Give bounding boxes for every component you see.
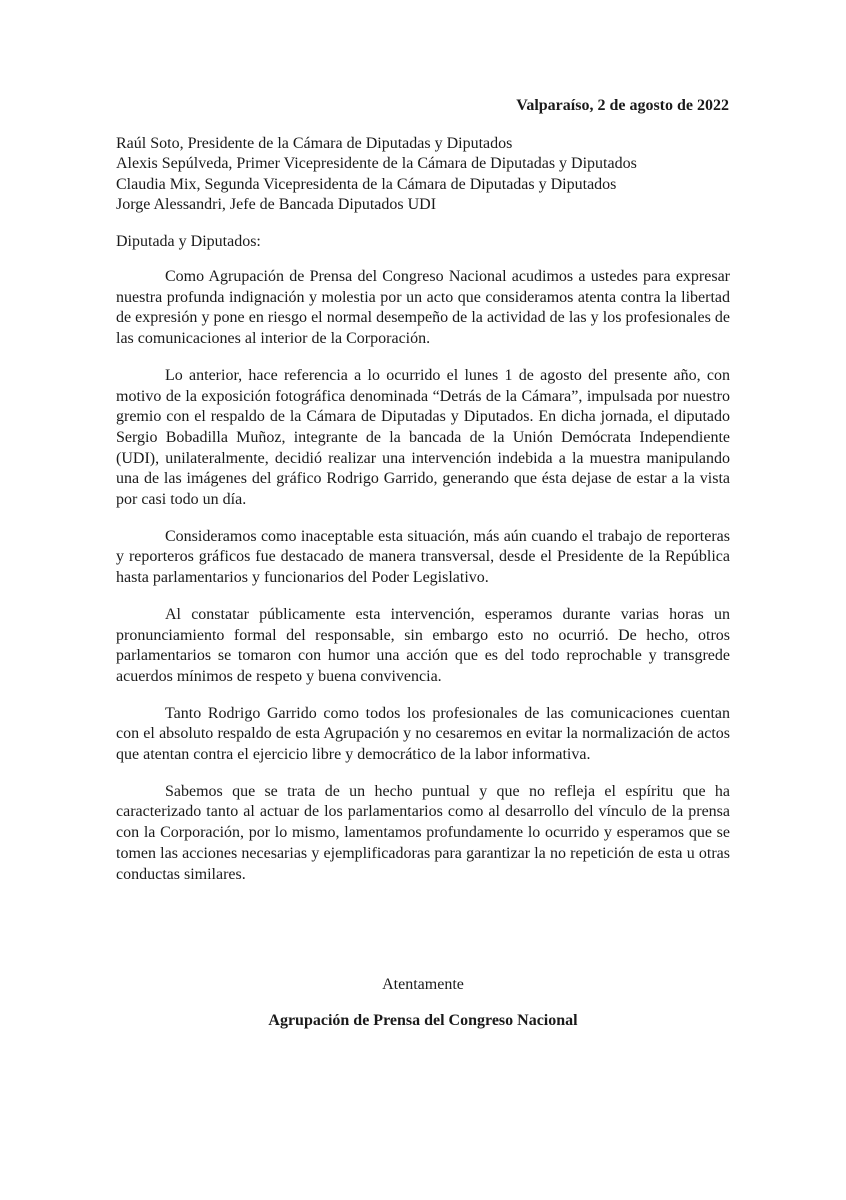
signature-line: Agrupación de Prensa del Congreso Nacional (268, 1012, 578, 1029)
closing-line: Atentamente (382, 976, 464, 993)
recipients-block (116, 134, 637, 215)
recipient-line: Claudia Mix, Segunda Vicepresidenta de la Cámara de Diputadas y Diputados (116, 175, 617, 193)
salutation: Diputada y Diputados: (116, 233, 261, 250)
body-paragraph: Sabemos que se trata de un hecho puntual y que no refleja el espíritu que ha caracterizado tanto al actuar de los parlamentarios como al desarrollo del vínculo de la prensa con la Corporación, por lo mismo, lamentamos profundamente lo ocurrido y esperamos que se tomen las acciones necesarias y ejemplificadoras para garantizar la no repetición de esta u otras conductas similares. (116, 782, 730, 883)
body-paragraph: Lo anterior, hace referencia a lo ocurrido el lunes 1 de agosto del presente año, con motivo de la exposición fotográfica denominada “Detrás de la Cámara”, impulsada por nuestro gremio con el respaldo de la Cámara de Diputadas y Diputados. En dicha jornada, el diputado Sergio Bobadilla Muñoz, integrante de la bancada de la Unión Demócrata Independiente (UDI), unilateralmente, decidió realizar una intervención indebida a la muestra manipulando una de las imágenes del gráfico Rodrigo Garrido, generando que ésta dejase de estar a la vista por casi todo un día. (116, 366, 730, 509)
recipient-line: Jorge Alessandri, Jefe de Bancada Diputados UDI (116, 195, 437, 213)
recipient-line: Alexis Sepúlveda, Primer Vicepresidente de la Cámara de Diputadas y Diputados (116, 155, 637, 173)
body-paragraph: Como Agrupación de Prensa del Congreso Nacional acudimos a ustedes para expresar nuestra profunda indignación y molestia por un acto que consideramos atenta contra la libertad de expresión y pone en riesgo el normal desempeño de la actividad de las y los profesionales de las comunicaciones al interior de la Corporación. (116, 268, 730, 348)
letter-date: Valparaíso, 2 de agosto de 2022 (516, 97, 729, 114)
body-paragraph: Tanto Rodrigo Garrido como todos los profesionales de las comunicaciones cuentan con el absoluto respaldo de esta Agrupación y no cesaremos en evitar la normalización de actos que atentan contra el ejercicio libre y democrático de la labor informativa. (116, 704, 730, 764)
recipient-line: Raúl Soto, Presidente de la Cámara de Diputadas y Diputados (116, 135, 513, 152)
body-paragraph: Consideramos como inaceptable esta situación, más aún cuando el trabajo de reporteras y reporteros gráficos fue destacado de manera transversal, desde el Presidente de la República hasta parlamentarios y funcionarios del Poder Legislativo. (116, 527, 730, 587)
letter-body (116, 267, 730, 901)
body-paragraph: Al constatar públicamente esta intervención, esperamos durante varias horas un pronunciamiento formal del responsable, sin embargo esto no ocurrió. De hecho, otros parlamentarios se tomaron con humor una acción que es del todo reprochable y transgrede acuerdos mínimos de respeto y buena convivencia. (116, 605, 730, 685)
